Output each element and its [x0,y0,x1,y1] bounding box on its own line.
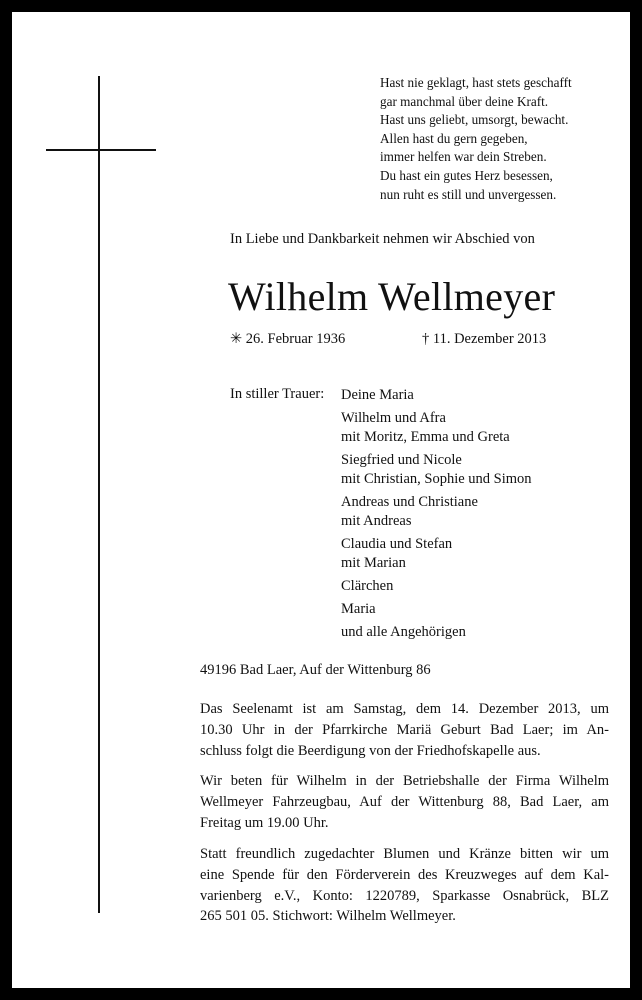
mourner-line: mit Marian [341,555,406,571]
prayer-line: Wir beten für Wilhelm in der Betriebshalle der Firma Wilhelm [200,773,609,789]
memorial-poem [380,74,620,204]
deceased-name: Wilhelm Wellmeyer [228,274,556,319]
birth-date: ✳ 26. Februar 1936 [230,331,346,347]
mourner-group [341,386,532,405]
service-line: Das Seelenamt ist am Samstag, dem 14. Dezember 2013, um [200,701,609,717]
mourner-line: mit Andreas [341,513,412,529]
mourner-group [341,535,532,573]
cross-icon-horizontal-bar [46,149,156,151]
mourner-group [341,493,532,531]
family-address: 49196 Bad Laer, Auf der Wittenburg 86 [200,662,431,678]
mourner-line: Andreas und Christiane [341,494,478,510]
poem-line: gar manchmal über deine Kraft. [380,93,549,109]
donation-line: Statt freundlich zugedachter Blumen und Kränze bitten wir um [200,846,609,862]
prayer-paragraph [200,771,609,833]
service-line: schluss folgt die Beerdigung von der Friedhofskapelle aus. [200,742,541,759]
prayer-line: Freitag um 19.00 Uhr. [200,814,329,831]
mourner-group [341,409,532,447]
donation-line: varienberg e.V., Konto: 1220789, Sparkasse Osnabrück, BLZ [200,887,609,904]
mourner-line: Siegfried und Nicole [341,452,462,468]
poem-line: nun ruht es still und unvergessen. [380,186,557,202]
poem-line: Hast uns geliebt, umsorgt, bewacht. [380,112,569,128]
mourner-line: Maria [341,601,376,617]
mourner-line: mit Moritz, Emma und Greta [341,429,510,445]
mourner-line: Claudia und Stefan [341,536,453,552]
mourner-line: und alle Angehörigen [341,624,466,640]
mourner-group [341,623,532,642]
poem-line: immer helfen war dein Streben. [380,149,547,165]
poem-line: Hast nie geklagt, hast stets geschafft [380,75,572,90]
mourner-line: Clärchen [341,578,394,594]
mourners-list [341,386,532,646]
farewell-intro: In Liebe und Dankbarkeit nehmen wir Abschied von [230,231,535,247]
poem-line: Du hast ein gutes Herz besessen, [380,167,553,183]
mourner-line: Wilhelm und Afra [341,410,446,426]
prayer-line: Wellmeyer Fahrzeugbau, Auf der Wittenburg 88, Bad Laer, am [200,793,609,810]
poem-line: Allen hast du gern gegeben, [380,130,528,146]
mourner-group [341,577,532,596]
cross-icon-vertical-bar [98,76,100,913]
service-paragraph [200,699,609,761]
mourner-line: Deine Maria [341,387,414,403]
mourners-label: In stiller Trauer: [230,386,325,402]
mourner-line: mit Christian, Sophie und Simon [341,471,532,487]
donation-paragraph [200,844,609,927]
obituary-page [12,12,630,988]
donation-line: 265 501 05. Stichwort: Wilhelm Wellmeyer. [200,908,456,925]
donation-line: eine Spende für den Förderverein des Kreuzweges auf dem Kal- [200,866,609,883]
service-line: 10.30 Uhr in der Pfarrkirche Mariä Geburt Bad Laer; im An- [200,721,609,738]
mourner-group [341,600,532,619]
mourner-group [341,451,532,489]
death-date: † 11. Dezember 2013 [422,331,547,347]
